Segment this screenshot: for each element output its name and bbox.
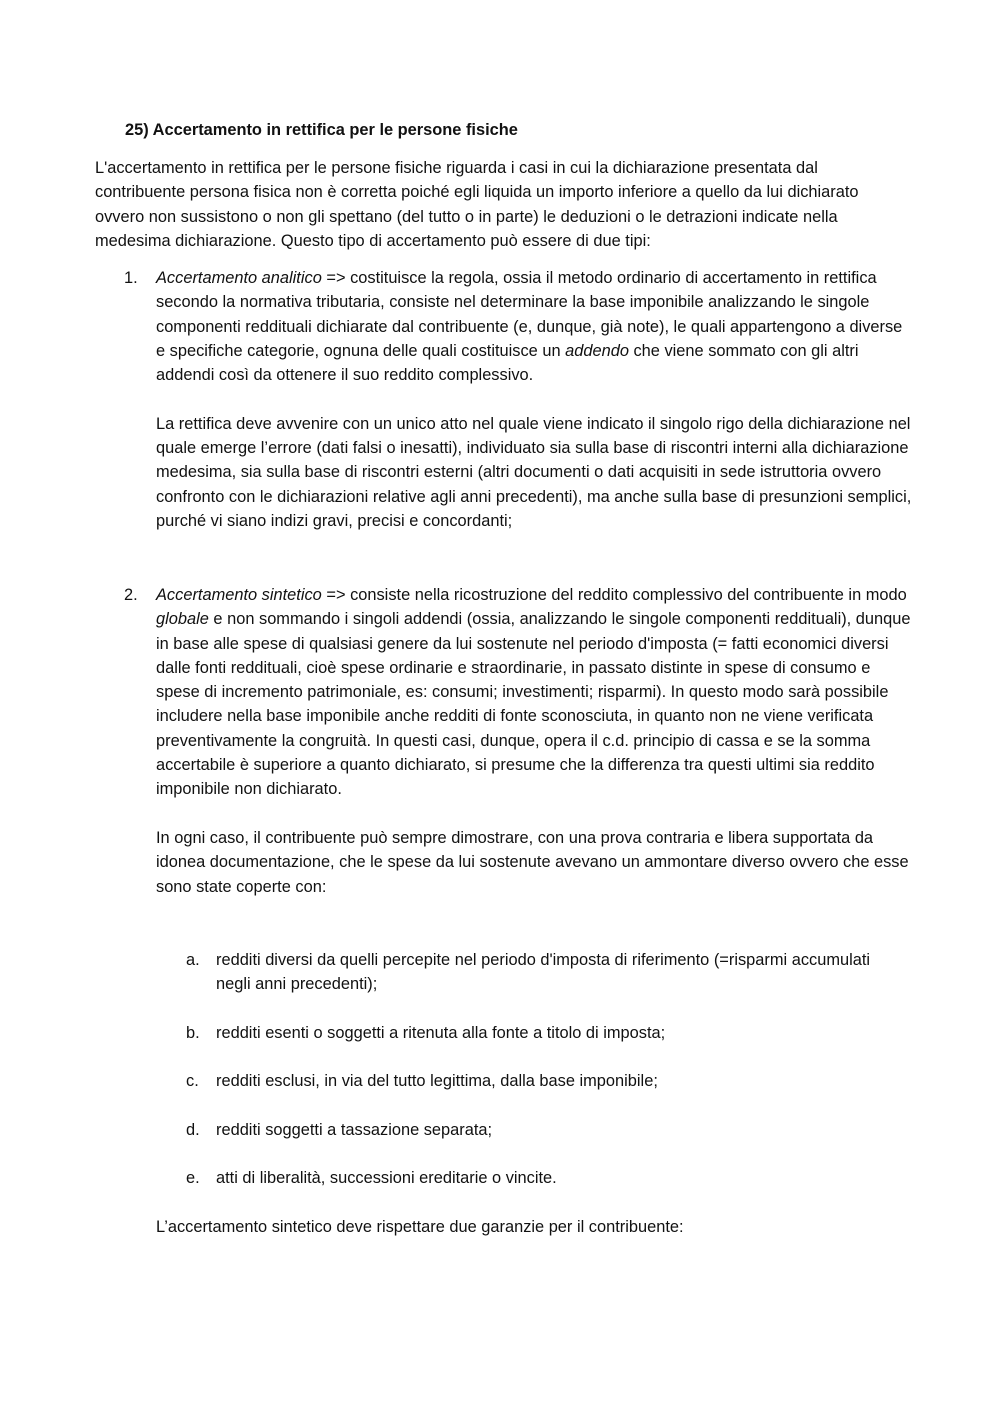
analitico-text-b: che viene sommato con gli altri addendi così da ottenere il suo reddito complessivo. [156,341,859,385]
intro-paragraph: L'accertamento in rettifica per le persone fisiche riguarda i casi in cui la dichiarazione presentata dal contribuente persona fisica non è corretta poiché egli liquida un importo inferiore a quello da lui dichiarato ovvero non sussistono o non gli spettano (del tutto o in parte) le deduzioni o le detrazioni indicate nella medesima dichiarazione. Questo tipo di accertamento può essere di due tipi: [95,159,859,250]
term-sintetico: Accertamento sintetico [156,586,322,604]
sintetico-paragraph [156,583,914,802]
sublist-marker: e. [186,1169,200,1187]
list-item-sintetico [124,583,914,899]
sublist-text: atti di liberalità, successioni ereditarie o vincite. [216,1169,557,1187]
sublist-marker: a. [186,951,200,969]
sublist-item [186,1166,886,1190]
section-heading: 25) Accertamento in rettifica per le persone fisiche [125,121,518,139]
term-analitico: Accertamento analitico [156,269,322,287]
list-marker: 1. [124,269,138,287]
sintetico-text-a: => consiste nella ricostruzione del reddito complessivo del contribuente in modo [321,586,907,604]
analitico-text-a: => costituisce la regola, ossia il metodo ordinario di accertamento in rettifica secondo la normativa tributaria, consiste nel determinare la base imponibile analizzando le singole componenti reddituali dichiarate dal contribuente (e, dunque, già note), le quali appartengono a diverse e specifiche categorie, ognuna delle quali costituisce un [156,269,903,360]
sintetico-text-b: e non sommando i singoli addendi (ossia, analizzando le singole componenti reddituali), dunque in base alle spese di qualsiasi genere da lui sostenute nel periodo d'imposta (= fatti economici diversi dalle fonti reddituali, cioè spese ordinarie e straordinarie, in passato distinte in spese di consumo e spese di incremento patrimoniale, es: consumi; investimenti; risparmi). In questo modo sarà possibile includere nella base imponibile anche redditi di fonte sconosciuta, in quanto non ne viene verificata preventivamente la congruità. In questi casi, dunque, opera il c.d. principio di cassa e se la somma accertabile è superiore a quanto dichiarato, si presume che la differenza tra questi ultimi sia reddito imponibile non dichiarato. [156,610,911,799]
sublist-text: redditi esenti o soggetti a ritenuta alla fonte a titolo di imposta; [216,1024,666,1042]
sublist-marker: c. [186,1072,199,1090]
closing-paragraph: L’accertamento sintetico deve rispettare due garanzie per il contribuente: [156,1218,684,1236]
sublist-item [186,1069,886,1093]
sublist-marker: d. [186,1121,200,1139]
rettifica-paragraph: La rettifica deve avvenire con un unico atto nel quale viene indicato il singolo rigo della dichiarazione nel quale emerge l’errore (dati falsi o inesatti), individuato sia sulla base di riscontri interni alla dichiarazione medesima, sia sulla base di riscontri esterni (altri documenti o dati acquisiti in sede istruttoria ovvero confronto con le dichiarazioni relative agli anni precedenti), ma anche sulla base di presunzioni semplici, purché vi siano indizi gravi, precisi e concordanti; [156,414,912,530]
sublist-marker: b. [186,1024,200,1042]
sublist-text: redditi esclusi, in via del tutto legittima, dalla base imponibile; [216,1072,658,1090]
sublist-item [186,1021,886,1045]
sublist-item [186,948,886,997]
list-marker: 2. [124,586,138,604]
prova-contraria-paragraph: In ogni caso, il contribuente può sempre dimostrare, con una prova contraria e libera supportata da idonea documentazione, che le spese da lui sostenute avevano un ammontare diverso ovvero che esse sono state coperte con: [156,828,909,896]
term-globale: globale [156,610,209,629]
sublist-item [186,1118,886,1142]
sublist-text: redditi soggetti a tassazione separata; [216,1121,493,1139]
term-addendo: addendo [565,341,629,360]
analitico-paragraph [156,266,914,387]
list-item-analitico [124,266,914,533]
sublist-text: redditi diversi da quelli percepite nel periodo d'imposta di riferimento (=risparmi accumulati negli anni precedenti); [216,951,871,994]
